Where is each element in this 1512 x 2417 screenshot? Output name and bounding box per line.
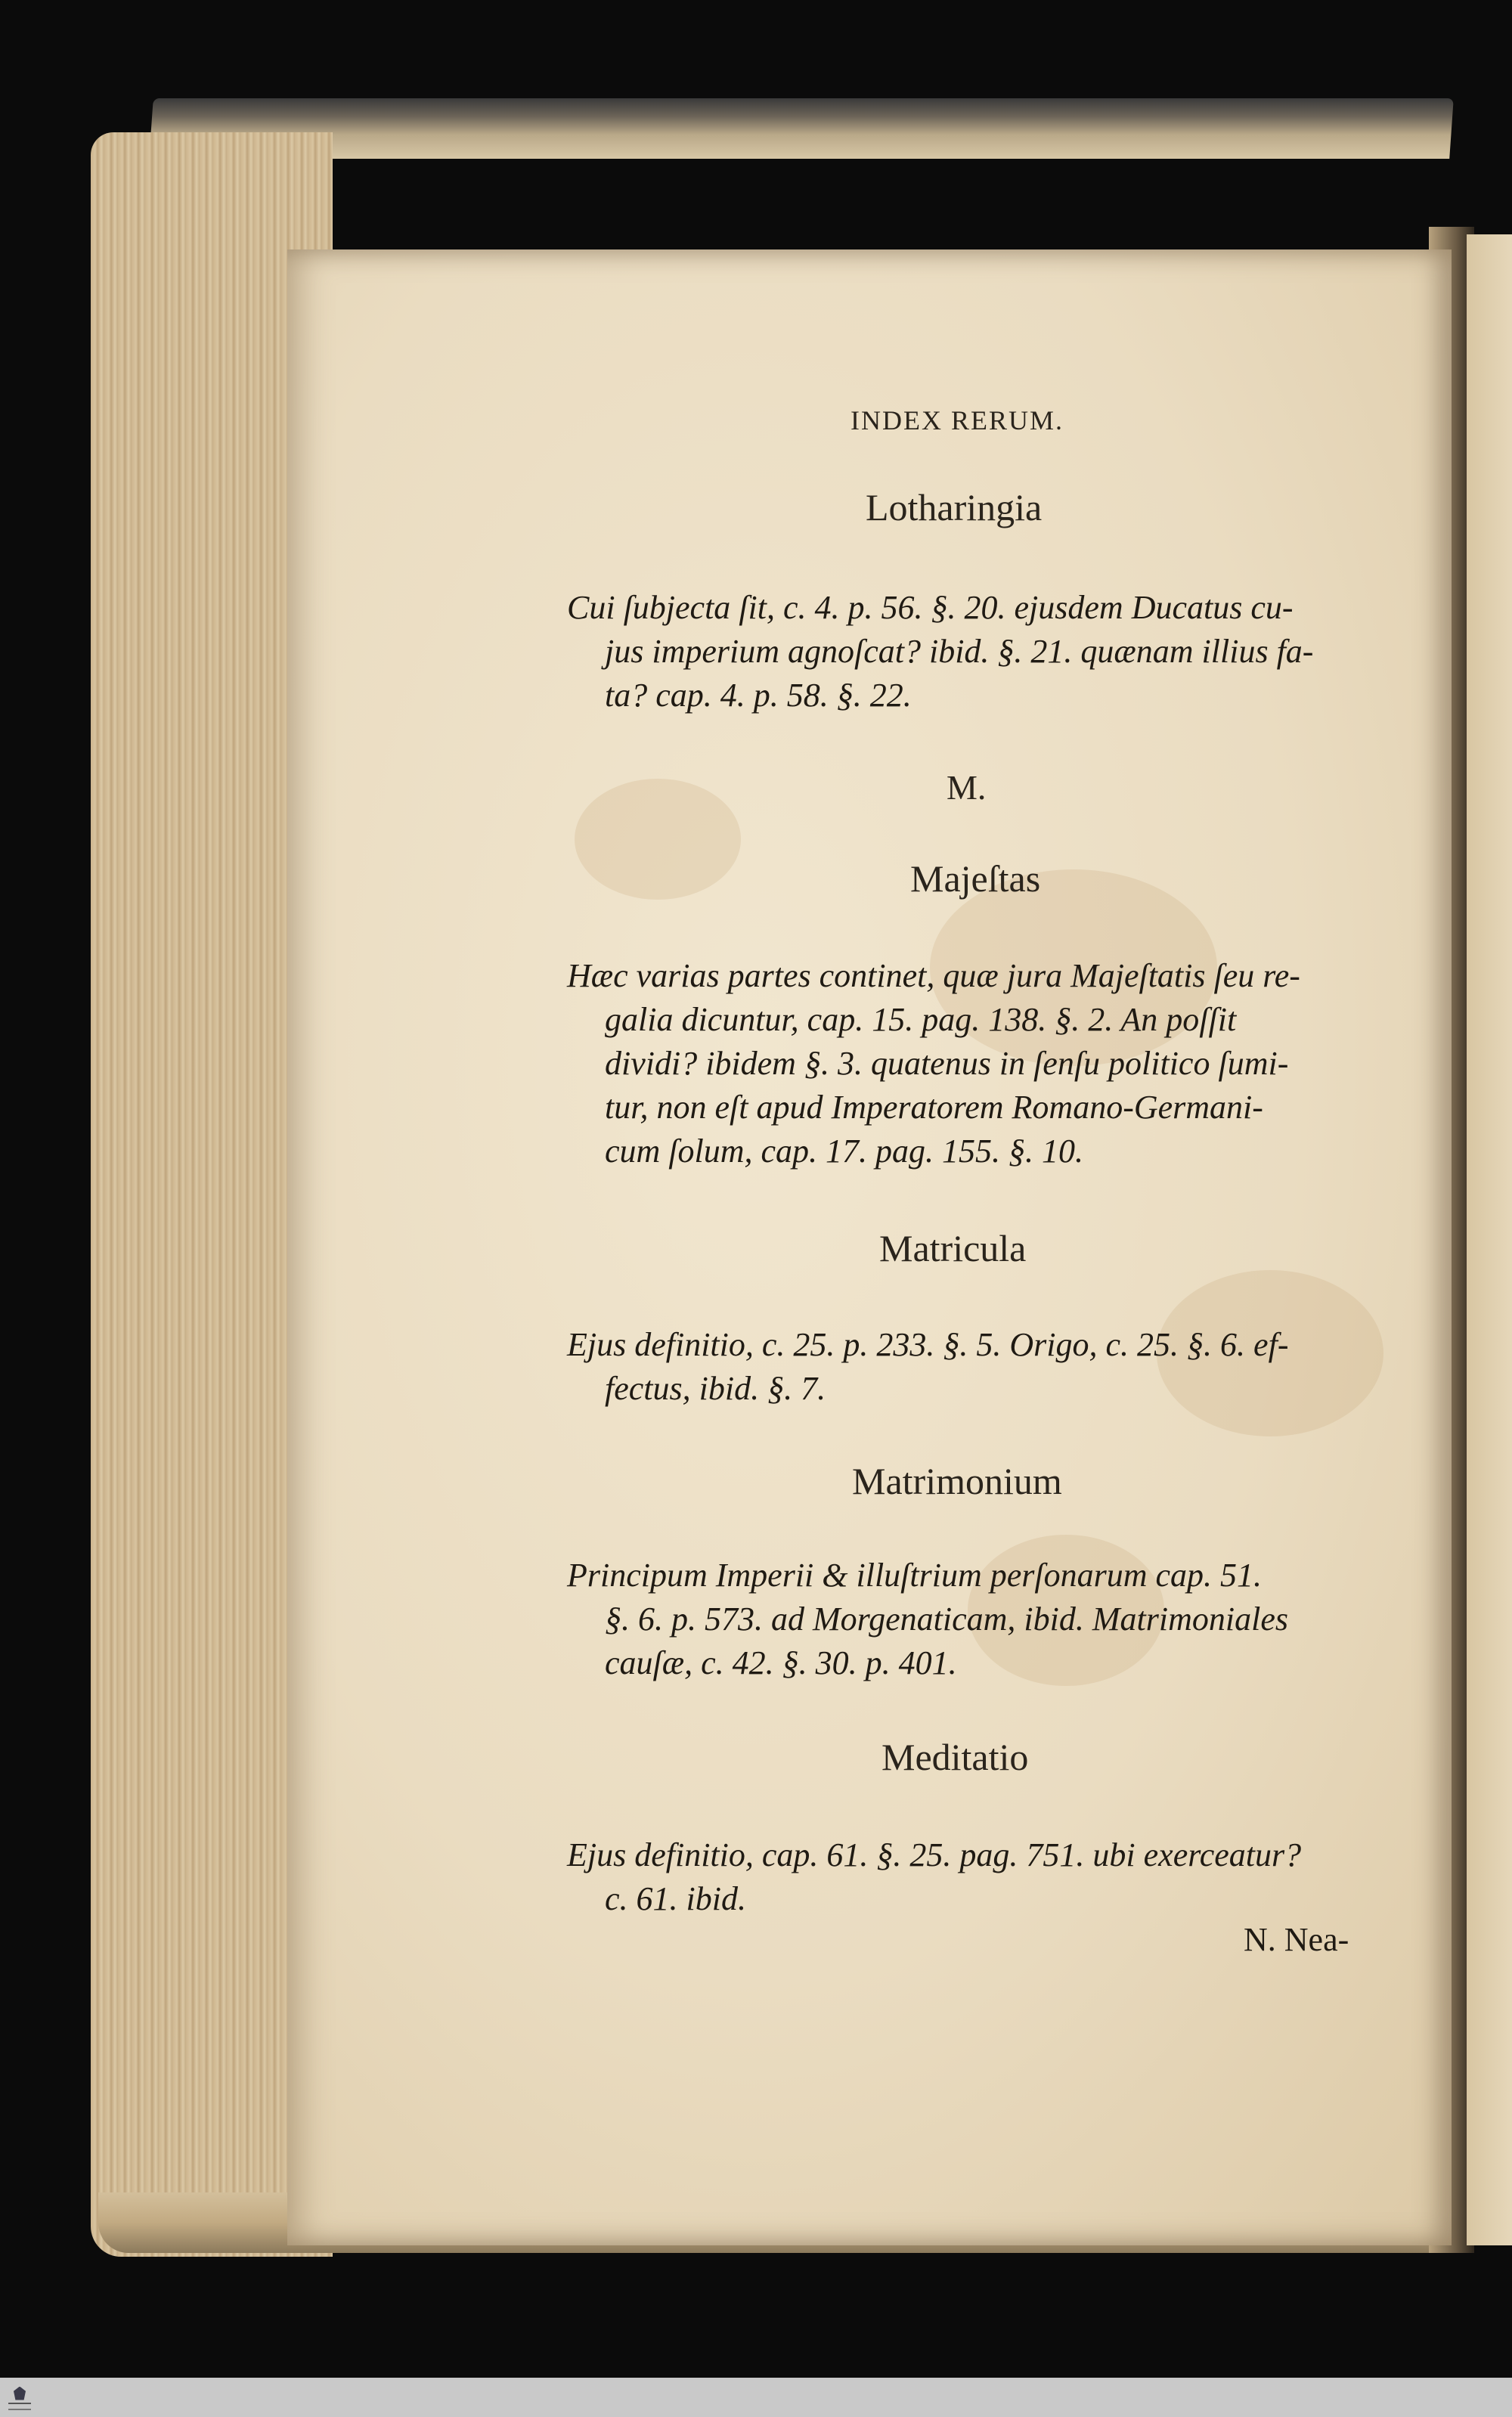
viewer-toolbar bbox=[0, 2378, 1512, 2417]
index-heading-matricula: Matricula bbox=[879, 1227, 1027, 1269]
entry-line: Ejus definitio, cap. 61. §. 25. pag. 751. ubi exerceatur? bbox=[567, 1836, 1302, 1873]
entry-line: Ejus definitio, c. 25. p. 233. §. 5. Origo, c. 25. §. 6. ef- bbox=[567, 1326, 1289, 1363]
index-heading-meditatio: Meditatio bbox=[881, 1736, 1029, 1778]
library-logo-icon bbox=[5, 2384, 35, 2412]
index-heading-lotharingia: Lotharingia bbox=[866, 486, 1043, 528]
entry-line: c. 61. ibid. bbox=[605, 1880, 746, 1917]
entry-line: jus imperium agnoſcat? ibid. §. 21. quænam illius fa- bbox=[605, 633, 1314, 670]
paper-stain bbox=[575, 779, 741, 900]
entry-line: cum ſolum, cap. 17. pag. 155. §. 10. bbox=[605, 1133, 1084, 1170]
running-head: INDEX RERUM. bbox=[850, 405, 1064, 435]
entry-line: Hæc varias partes continet, quæ jura Majeſtatis ſeu re- bbox=[567, 957, 1300, 994]
index-entry-lotharingia bbox=[567, 586, 1376, 717]
facing-page-edge bbox=[1467, 234, 1512, 2245]
entry-line: Cui ſubjecta ſit, c. 4. p. 56. §. 20. ejusdem Ducatus cu- bbox=[567, 589, 1294, 626]
index-heading-matrimonium: Matrimonium bbox=[852, 1460, 1062, 1502]
entry-line: fectus, ibid. §. 7. bbox=[605, 1370, 826, 1407]
index-entry-meditatio bbox=[567, 1833, 1376, 1921]
catchword: N. Nea- bbox=[1244, 1921, 1349, 1958]
entry-line: tur, non eſt apud Imperatorem Romano-Germani- bbox=[605, 1089, 1263, 1126]
entry-line: Principum Imperii & illuſtrium perſonarum cap. 51. bbox=[567, 1557, 1263, 1594]
index-entry-matricula bbox=[567, 1323, 1376, 1411]
book-top-edge bbox=[149, 98, 1454, 159]
entry-line: ta? cap. 4. p. 58. §. 22. bbox=[605, 677, 912, 714]
entry-line: galia dicuntur, cap. 15. pag. 138. §. 2. An poſſit bbox=[605, 1001, 1237, 1038]
entry-line: §. 6. p. 573. ad Morgenaticam, ibid. Matrimoniales bbox=[605, 1600, 1288, 1638]
index-entry-matrimonium bbox=[567, 1554, 1376, 1685]
index-heading-majestas: Majeſtas bbox=[910, 857, 1041, 900]
entry-line: dividi? ibidem §. 3. quatenus in ſenſu politico ſumi- bbox=[605, 1045, 1289, 1082]
section-letter-m: M. bbox=[947, 768, 987, 807]
entry-line: cauſæ, c. 42. §. 30. p. 401. bbox=[605, 1644, 957, 1681]
index-entry-majestas bbox=[567, 954, 1376, 1173]
